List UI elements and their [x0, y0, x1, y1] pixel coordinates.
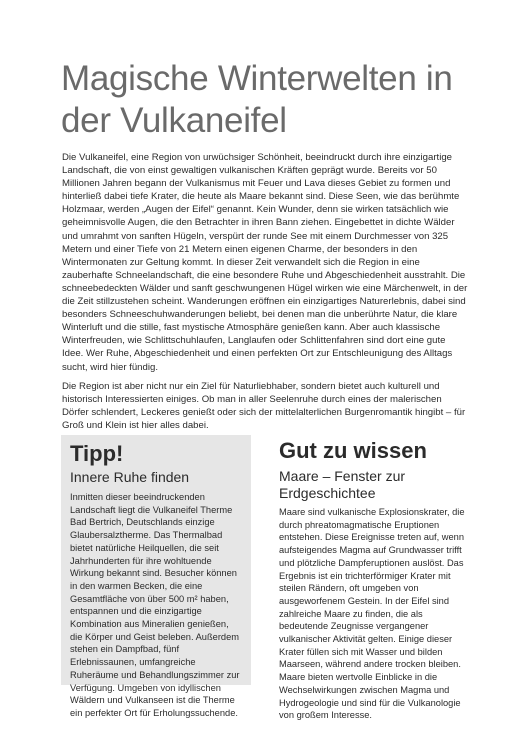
page-title: Magische Winterwelten in der Vulkaneifel [61, 59, 453, 140]
intro-paragraph-1: Die Vulkaneifel, eine Region von urwüchsiger Schönheit, beeindruckt durch ihre einzigartige Landschaft, die von einst gewaltigen vulkanischen Kräften geprägt wurde. Bereits vor 50 Millionen Jahren begann der Vulkanismus mit Feuer und Lava dieses Gebiet zu formen und hinterließ dabei tiefe Krater, die heute als Maare bekannt sind. Diese Seen, wie das berühmte Holzmaar, werden „Augen der Eifel“ genannt. Kein Wunder, denn sie wirken tatsächlich wie geheimnisvolle Augen, die den Betrachter in ihren Bann ziehen. Eingebettet in dichte Wälder und umrahmt von sanften Hügeln, verspürt der runde See mit einem Durchmesser von 325 Metern und einer Tiefe von 21 Metern einen eigenen Charme, der besonders in den Wintermonaten zur Geltung kommt. In dieser Zeit verwandelt sich die Region in eine zauberhafte Schneelandschaft, die eine besondere Ruhe und Abgeschiedenheit ausstrahlt. Die schneebedeckten Wälder und sanft geschwungenen Hügel wirken wie eine Märchenwelt, in der die Zeit stillzustehen scheint. Wanderungen eröffnen ein einzigartiges Naturerlebnis, dabei sind besonders Schneeschuhwanderungen beliebt, bei denen man die unberührte Natur, die klare Winterluft und die stille, fast mystische Atmosphäre genießen kann. Aber auch klassische Winterfreuden, wie Schlittschuhlaufen, Langlaufen oder Schlittenfahren sind dort eine gute Idee. Wer Ruhe, Abgeschiedenheit und einen perfekten Ort zur Entschleunigung des Alltags sucht, wird hier fündig. [62, 152, 468, 373]
intro-paragraph-2: Die Region ist aber nicht nur ein Ziel für Naturliebhaber, sondern bietet auch kulturell und historisch Interessierten einiges. Ob man in aller Seelenruhe durch eines der malerischen Dörfer schlendert, Leckeres genießt oder sich der mittelalterlichen Burgenromantik hingibt – für Groß und Klein ist hier alles dabei. [62, 380, 466, 431]
intro-text [62, 151, 468, 438]
tip-box [61, 435, 251, 718]
knowledge-section [279, 438, 471, 722]
knowledge-text: Maare sind vulkanische Explosionskrater, die durch phreatomagmatische Eruptionen entstehen. Diese Ereignisse treten auf, wenn aufsteigendes Magma auf Grundwasser trifft und plötzliche Dampferuptionen auslöst. Das Ergebnis ist ein trichterförmiger Krater mit steilen Rändern, oft umgeben von ausgeworfenem Gestein. In der Eifel sind zahlreiche Maare zu finden, die als bedeutende Zeugnisse vergangener vulkanischer Aktivität gelten. Einige dieser Krater füllen sich mit Wasser und bilden Maarseen, während andere trocken bleiben. Maare bieten wertvolle Einblicke in die Wechselwirkungen zwischen Magma und Hydrogeologie und sind für die Vulkanologie von großem Interesse. [279, 507, 465, 721]
knowledge-title: Gut zu wissen [279, 438, 427, 463]
tip-title: Tipp! [70, 441, 124, 466]
tip-text: Inmitten dieser beeindruckenden Landschaft liegt die Vulkaneifel Therme Bad Bertrich, Deutschlands einzige Glaubersalztherme. Das Thermalbad bietet natürliche Heilquellen, die seit Jahrhunderten für ihre wohltuende Wirkung bekannt sind. Besucher können in den warmen Becken, die eine Gesamtfläche von über 500 m² haben, entspannen und die einzigartige Kombination aus Mineralien genießen, die Körper und Geist beleben. Außerdem stehen ein Dampfbad, fünf Erlebnissaunen, umfangreiche Ruheräume und Behandlungszimmer zur Verfügung. Umgeben von idyllischen Wäldern und Vulkanseen ist die Therme ein perfekter Ort für Erholungssuchende. [70, 492, 240, 718]
tip-subtitle: Innere Ruhe finden [70, 469, 190, 485]
knowledge-subtitle: Maare – Fenster zur Erdgeschichtee [279, 468, 406, 501]
